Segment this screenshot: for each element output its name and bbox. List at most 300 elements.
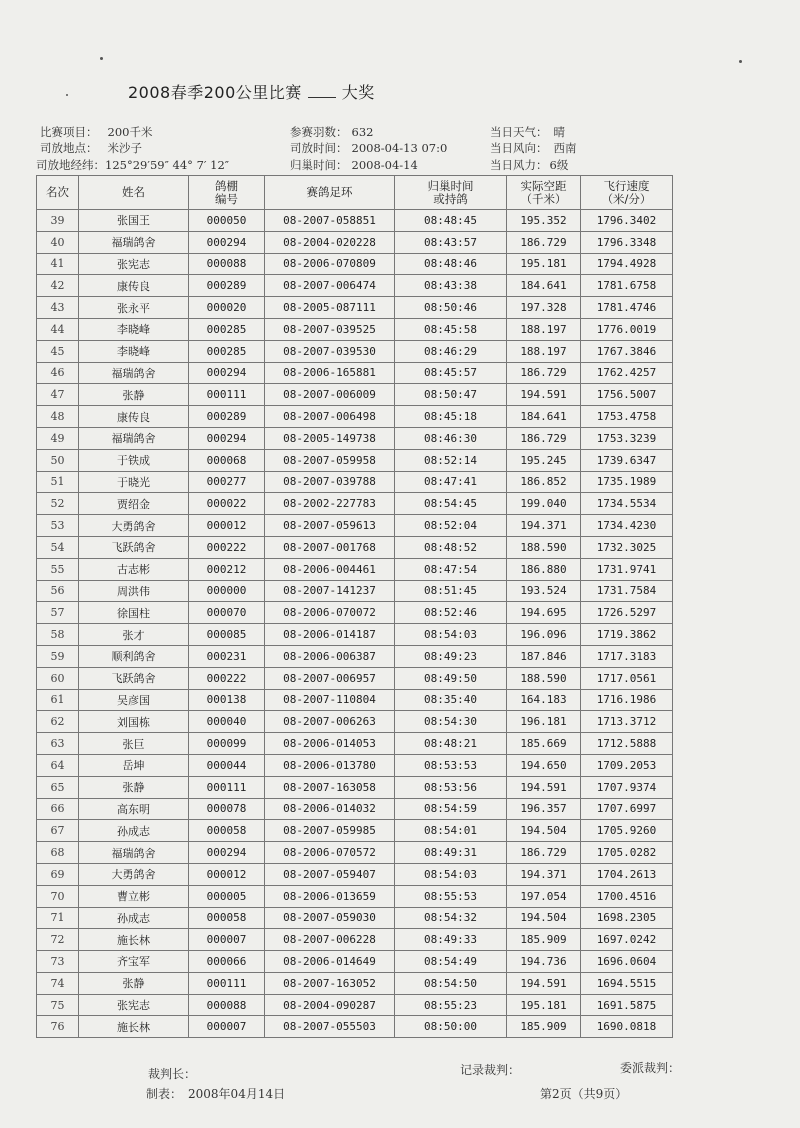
return-time-label: 归巢时间： (290, 158, 348, 172)
cell-name: 福瑞鸽舍 (79, 362, 189, 384)
table-row (37, 776, 673, 798)
cell-loft-no: 000040 (189, 711, 265, 733)
cell-name: 张静 (79, 384, 189, 406)
cell-ring-no: 08-2007-110804 (265, 689, 395, 711)
cell-ring-no: 08-2007-059958 (265, 449, 395, 471)
results-table (36, 175, 673, 1038)
cell-ring-no: 08-2007-001768 (265, 536, 395, 558)
cell-loft-no: 000012 (189, 863, 265, 885)
cell-distance: 188.590 (507, 667, 581, 689)
cell-rank: 72 (37, 929, 79, 951)
cell-ring-no: 08-2007-006474 (265, 275, 395, 297)
cell-loft-no: 000000 (189, 580, 265, 602)
table-row (37, 798, 673, 820)
cell-ring-no: 08-2006-070572 (265, 842, 395, 864)
cell-ring-no: 08-2002-227783 (265, 493, 395, 515)
cell-distance: 196.096 (507, 624, 581, 646)
cell-rank: 69 (37, 863, 79, 885)
cell-loft-no: 000294 (189, 842, 265, 864)
cell-ring-no: 08-2006-014187 (265, 624, 395, 646)
cell-loft-no: 000222 (189, 667, 265, 689)
cell-loft-no: 000285 (189, 340, 265, 362)
cell-ring-no: 08-2005-149738 (265, 427, 395, 449)
cell-rank: 64 (37, 754, 79, 776)
entries-info (290, 124, 373, 140)
cell-rank: 41 (37, 253, 79, 275)
cell-return-time: 08:46:30 (395, 427, 507, 449)
coords-value: 125°29′59″ 44° 7′ 12″ (105, 158, 230, 172)
coords-label: 司放地经纬： (36, 158, 105, 172)
table-row (37, 210, 673, 232)
cell-return-time: 08:43:57 (395, 231, 507, 253)
cell-name: 飞跃鸽舍 (79, 667, 189, 689)
cell-ring-no: 08-2007-055503 (265, 1016, 395, 1038)
cell-rank: 76 (37, 1016, 79, 1038)
cell-speed: 1762.4257 (581, 362, 673, 384)
cell-loft-no: 000289 (189, 275, 265, 297)
release-place-label: 司放地点： (40, 141, 98, 155)
cell-name: 张永平 (79, 297, 189, 319)
cell-rank: 43 (37, 297, 79, 319)
table-row (37, 340, 673, 362)
table-row (37, 558, 673, 580)
cell-loft-no: 000066 (189, 951, 265, 973)
cell-speed: 1735.1989 (581, 471, 673, 493)
cell-speed: 1796.3402 (581, 210, 673, 232)
cell-name: 齐宝军 (79, 951, 189, 973)
table-row (37, 972, 673, 994)
cell-ring-no: 08-2007-163052 (265, 972, 395, 994)
cell-name: 施长林 (79, 929, 189, 951)
cell-ring-no: 08-2004-020228 (265, 231, 395, 253)
cell-ring-no: 08-2006-070072 (265, 602, 395, 624)
cell-rank: 50 (37, 449, 79, 471)
cell-loft-no: 000078 (189, 798, 265, 820)
cell-loft-no: 000022 (189, 493, 265, 515)
scan-speck (100, 57, 103, 60)
cell-distance: 196.181 (507, 711, 581, 733)
cell-name: 于晓光 (79, 471, 189, 493)
cell-name: 福瑞鸽舍 (79, 231, 189, 253)
cell-name: 张巨 (79, 733, 189, 755)
cell-distance: 188.197 (507, 318, 581, 340)
cell-loft-no: 000044 (189, 754, 265, 776)
release-time-info (290, 140, 447, 156)
cell-ring-no: 08-2006-004461 (265, 558, 395, 580)
table-row (37, 471, 673, 493)
table-row (37, 318, 673, 340)
cell-ring-no: 08-2006-013780 (265, 754, 395, 776)
cell-distance: 186.729 (507, 362, 581, 384)
cell-return-time: 08:50:46 (395, 297, 507, 319)
cell-speed: 1734.5534 (581, 493, 673, 515)
page-number (540, 1085, 627, 1102)
table-row (37, 885, 673, 907)
cell-name: 曹立彬 (79, 885, 189, 907)
cell-speed: 1704.2613 (581, 863, 673, 885)
cell-distance: 184.641 (507, 406, 581, 428)
cell-name: 岳坤 (79, 754, 189, 776)
cell-rank: 51 (37, 471, 79, 493)
table-row (37, 362, 673, 384)
cell-name: 张宪志 (79, 994, 189, 1016)
cell-rank: 42 (37, 275, 79, 297)
release-time-label: 司放时间： (290, 141, 348, 155)
cell-rank: 68 (37, 842, 79, 864)
cell-distance: 164.183 (507, 689, 581, 711)
scan-speck (739, 60, 742, 63)
cell-ring-no: 08-2005-087111 (265, 297, 395, 319)
cell-speed: 1719.3862 (581, 624, 673, 646)
cell-speed: 1756.5007 (581, 384, 673, 406)
cell-distance: 193.524 (507, 580, 581, 602)
event-info (40, 124, 152, 140)
cell-loft-no: 000088 (189, 253, 265, 275)
cell-distance: 188.197 (507, 340, 581, 362)
cell-return-time: 08:54:03 (395, 863, 507, 885)
table-row (37, 667, 673, 689)
cell-loft-no: 000012 (189, 515, 265, 537)
cell-name: 飞跃鸽舍 (79, 536, 189, 558)
appointed-judge-label: 委派裁判： (620, 1061, 681, 1075)
wind-force-value: 6级 (549, 158, 569, 172)
release-place-value: 米沙子 (107, 141, 142, 155)
cell-speed: 1767.3846 (581, 340, 673, 362)
cell-name: 张国王 (79, 210, 189, 232)
cell-return-time: 08:49:31 (395, 842, 507, 864)
col-header-rank: 名次 (37, 176, 79, 210)
table-row (37, 994, 673, 1016)
cell-distance: 195.181 (507, 994, 581, 1016)
cell-rank: 63 (37, 733, 79, 755)
cell-distance: 194.591 (507, 776, 581, 798)
cell-return-time: 08:47:54 (395, 558, 507, 580)
cell-rank: 49 (37, 427, 79, 449)
col-header-distance: 实际空距 （千米） (507, 176, 581, 210)
cell-distance: 186.729 (507, 427, 581, 449)
cell-speed: 1732.3025 (581, 536, 673, 558)
cell-rank: 46 (37, 362, 79, 384)
cell-ring-no: 08-2006-006387 (265, 645, 395, 667)
cell-speed: 1717.0561 (581, 667, 673, 689)
cell-ring-no: 08-2007-039530 (265, 340, 395, 362)
cell-rank: 52 (37, 493, 79, 515)
col-header-loft: 鸽棚 编号 (189, 176, 265, 210)
cell-rank: 59 (37, 645, 79, 667)
cell-rank: 75 (37, 994, 79, 1016)
cell-return-time: 08:51:45 (395, 580, 507, 602)
cell-ring-no: 08-2006-070809 (265, 253, 395, 275)
cell-ring-no: 08-2007-163058 (265, 776, 395, 798)
cell-ring-no: 08-2006-165881 (265, 362, 395, 384)
table-row (37, 711, 673, 733)
wind-direction-info (490, 140, 577, 156)
table-row (37, 384, 673, 406)
cell-name: 福瑞鸽舍 (79, 427, 189, 449)
cell-return-time: 08:45:57 (395, 362, 507, 384)
cell-loft-no: 000088 (189, 994, 265, 1016)
cell-return-time: 08:54:49 (395, 951, 507, 973)
table-row (37, 1016, 673, 1038)
cell-rank: 39 (37, 210, 79, 232)
cell-name: 康传良 (79, 275, 189, 297)
cell-speed: 1696.0604 (581, 951, 673, 973)
cell-rank: 54 (37, 536, 79, 558)
cell-name: 周洪伟 (79, 580, 189, 602)
entries-label: 参赛羽数： (290, 125, 348, 139)
cell-loft-no: 000294 (189, 231, 265, 253)
scan-speck (66, 94, 68, 96)
cell-rank: 45 (37, 340, 79, 362)
cell-speed: 1700.4516 (581, 885, 673, 907)
table-row (37, 820, 673, 842)
cell-ring-no: 08-2007-006009 (265, 384, 395, 406)
cell-return-time: 08:48:52 (395, 536, 507, 558)
cell-speed: 1707.6997 (581, 798, 673, 820)
cell-return-time: 08:50:00 (395, 1016, 507, 1038)
cell-rank: 62 (37, 711, 79, 733)
table-row (37, 602, 673, 624)
cell-name: 刘国栋 (79, 711, 189, 733)
cell-rank: 55 (37, 558, 79, 580)
cell-distance: 186.729 (507, 231, 581, 253)
cell-return-time: 08:49:33 (395, 929, 507, 951)
cell-ring-no: 08-2007-058851 (265, 210, 395, 232)
cell-speed: 1794.4928 (581, 253, 673, 275)
cell-speed: 1796.3348 (581, 231, 673, 253)
cell-ring-no: 08-2007-006263 (265, 711, 395, 733)
cell-name: 孙成志 (79, 820, 189, 842)
page-number-label: 第2页（共9页） (540, 1087, 628, 1101)
cell-rank: 71 (37, 907, 79, 929)
cell-loft-no: 000070 (189, 602, 265, 624)
cell-return-time: 08:54:32 (395, 907, 507, 929)
cell-loft-no: 000294 (189, 427, 265, 449)
cell-distance: 195.181 (507, 253, 581, 275)
cell-return-time: 08:45:58 (395, 318, 507, 340)
table-row (37, 297, 673, 319)
cell-ring-no: 08-2006-014053 (265, 733, 395, 755)
cell-return-time: 08:54:59 (395, 798, 507, 820)
table-row (37, 645, 673, 667)
cell-speed: 1731.7584 (581, 580, 673, 602)
event-label: 比赛项目： (40, 125, 98, 139)
cell-distance: 194.695 (507, 602, 581, 624)
wind-force-info (490, 157, 568, 173)
cell-loft-no: 000005 (189, 885, 265, 907)
cell-loft-no: 000099 (189, 733, 265, 755)
cell-ring-no: 08-2004-090287 (265, 994, 395, 1016)
table-row (37, 754, 673, 776)
cell-return-time: 08:54:50 (395, 972, 507, 994)
cell-name: 高东明 (79, 798, 189, 820)
cell-speed: 1717.3183 (581, 645, 673, 667)
cell-ring-no: 08-2007-059985 (265, 820, 395, 842)
col-header-name: 姓名 (79, 176, 189, 210)
cell-ring-no: 08-2007-006498 (265, 406, 395, 428)
cell-return-time: 08:48:21 (395, 733, 507, 755)
cell-name: 吴彦国 (79, 689, 189, 711)
cell-speed: 1705.9260 (581, 820, 673, 842)
cell-return-time: 08:49:50 (395, 667, 507, 689)
cell-speed: 1734.4230 (581, 515, 673, 537)
prepared-date: 2008年04月14日 (188, 1087, 286, 1101)
cell-ring-no: 08-2006-013659 (265, 885, 395, 907)
table-row (37, 231, 673, 253)
cell-rank: 61 (37, 689, 79, 711)
cell-distance: 195.352 (507, 210, 581, 232)
table-row (37, 493, 673, 515)
cell-speed: 1694.5515 (581, 972, 673, 994)
cell-name: 古志彬 (79, 558, 189, 580)
cell-name: 康传良 (79, 406, 189, 428)
cell-rank: 70 (37, 885, 79, 907)
coords-info (36, 157, 229, 173)
cell-loft-no: 000058 (189, 907, 265, 929)
return-time-info (290, 157, 418, 173)
col-header-speed: 飞行速度 （米/分） (581, 176, 673, 210)
cell-speed: 1709.2053 (581, 754, 673, 776)
table-header-row (37, 176, 673, 210)
cell-rank: 40 (37, 231, 79, 253)
table-row (37, 929, 673, 951)
table-row (37, 253, 673, 275)
cell-return-time: 08:49:23 (395, 645, 507, 667)
cell-speed: 1707.9374 (581, 776, 673, 798)
cell-speed: 1726.5297 (581, 602, 673, 624)
cell-loft-no: 000231 (189, 645, 265, 667)
cell-ring-no: 08-2007-059613 (265, 515, 395, 537)
cell-loft-no: 000294 (189, 362, 265, 384)
cell-loft-no: 000050 (189, 210, 265, 232)
table-row (37, 515, 673, 537)
cell-loft-no: 000085 (189, 624, 265, 646)
cell-loft-no: 000007 (189, 929, 265, 951)
cell-return-time: 08:55:53 (395, 885, 507, 907)
cell-distance: 186.729 (507, 842, 581, 864)
prepared-by (146, 1085, 285, 1102)
cell-name: 张宪志 (79, 253, 189, 275)
event-value: 200千米 (107, 125, 153, 139)
table-row (37, 689, 673, 711)
col-header-return-time: 归巢时间 或持鸽 (395, 176, 507, 210)
cell-rank: 66 (37, 798, 79, 820)
col-header-ring: 赛鸽足环 (265, 176, 395, 210)
cell-name: 于铁成 (79, 449, 189, 471)
cell-return-time: 08:48:45 (395, 210, 507, 232)
cell-loft-no: 000212 (189, 558, 265, 580)
cell-distance: 195.245 (507, 449, 581, 471)
cell-speed: 1712.5888 (581, 733, 673, 755)
cell-return-time: 08:46:29 (395, 340, 507, 362)
table-row (37, 536, 673, 558)
cell-distance: 187.846 (507, 645, 581, 667)
cell-loft-no: 000058 (189, 820, 265, 842)
release-place-info (40, 140, 142, 156)
cell-speed: 1776.0019 (581, 318, 673, 340)
release-time-value: 2008-04-13 07:0 (351, 141, 448, 155)
table-row (37, 580, 673, 602)
cell-loft-no: 000111 (189, 384, 265, 406)
table-row (37, 624, 673, 646)
cell-distance: 194.371 (507, 863, 581, 885)
weather-info (490, 124, 565, 140)
cell-name: 大勇鸽舍 (79, 863, 189, 885)
cell-distance: 194.504 (507, 907, 581, 929)
cell-ring-no: 08-2007-039525 (265, 318, 395, 340)
cell-name: 张静 (79, 776, 189, 798)
cell-rank: 57 (37, 602, 79, 624)
cell-name: 施长林 (79, 1016, 189, 1038)
cell-distance: 196.357 (507, 798, 581, 820)
entries-value: 632 (351, 125, 374, 139)
cell-distance: 197.054 (507, 885, 581, 907)
wind-direction-value: 西南 (553, 141, 577, 155)
wind-direction-label: 当日风向： (490, 141, 548, 155)
cell-name: 徐国柱 (79, 602, 189, 624)
cell-loft-no: 000222 (189, 536, 265, 558)
cell-return-time: 08:54:03 (395, 624, 507, 646)
cell-rank: 67 (37, 820, 79, 842)
cell-rank: 47 (37, 384, 79, 406)
table-row (37, 951, 673, 973)
cell-name: 张静 (79, 972, 189, 994)
cell-return-time: 08:53:53 (395, 754, 507, 776)
cell-name: 大勇鸽舍 (79, 515, 189, 537)
cell-name: 张才 (79, 624, 189, 646)
cell-rank: 53 (37, 515, 79, 537)
title-blank (308, 85, 336, 98)
cell-ring-no: 08-2007-059030 (265, 907, 395, 929)
table-row (37, 275, 673, 297)
cell-rank: 65 (37, 776, 79, 798)
cell-speed: 1781.4746 (581, 297, 673, 319)
cell-return-time: 08:43:38 (395, 275, 507, 297)
cell-distance: 194.591 (507, 972, 581, 994)
cell-return-time: 08:54:30 (395, 711, 507, 733)
cell-speed: 1713.3712 (581, 711, 673, 733)
cell-ring-no: 08-2007-006957 (265, 667, 395, 689)
cell-loft-no: 000277 (189, 471, 265, 493)
cell-distance: 194.371 (507, 515, 581, 537)
cell-name: 福瑞鸽舍 (79, 842, 189, 864)
cell-distance: 185.669 (507, 733, 581, 755)
table-row (37, 863, 673, 885)
table-row (37, 449, 673, 471)
cell-return-time: 08:47:41 (395, 471, 507, 493)
cell-return-time: 08:54:01 (395, 820, 507, 842)
cell-return-time: 08:48:46 (395, 253, 507, 275)
cell-return-time: 08:45:18 (395, 406, 507, 428)
cell-name: 李晓峰 (79, 318, 189, 340)
cell-rank: 58 (37, 624, 79, 646)
prepared-label: 制表： (146, 1087, 183, 1101)
wind-force-label: 当日风力： (490, 158, 548, 172)
cell-distance: 185.909 (507, 1016, 581, 1038)
cell-speed: 1691.5875 (581, 994, 673, 1016)
cell-return-time: 08:50:47 (395, 384, 507, 406)
cell-rank: 60 (37, 667, 79, 689)
cell-distance: 197.328 (507, 297, 581, 319)
cell-distance: 185.909 (507, 929, 581, 951)
recording-judge (460, 1061, 520, 1078)
cell-speed: 1716.1986 (581, 689, 673, 711)
cell-speed: 1690.0818 (581, 1016, 673, 1038)
table-row (37, 733, 673, 755)
cell-distance: 184.641 (507, 275, 581, 297)
cell-distance: 186.880 (507, 558, 581, 580)
cell-rank: 73 (37, 951, 79, 973)
